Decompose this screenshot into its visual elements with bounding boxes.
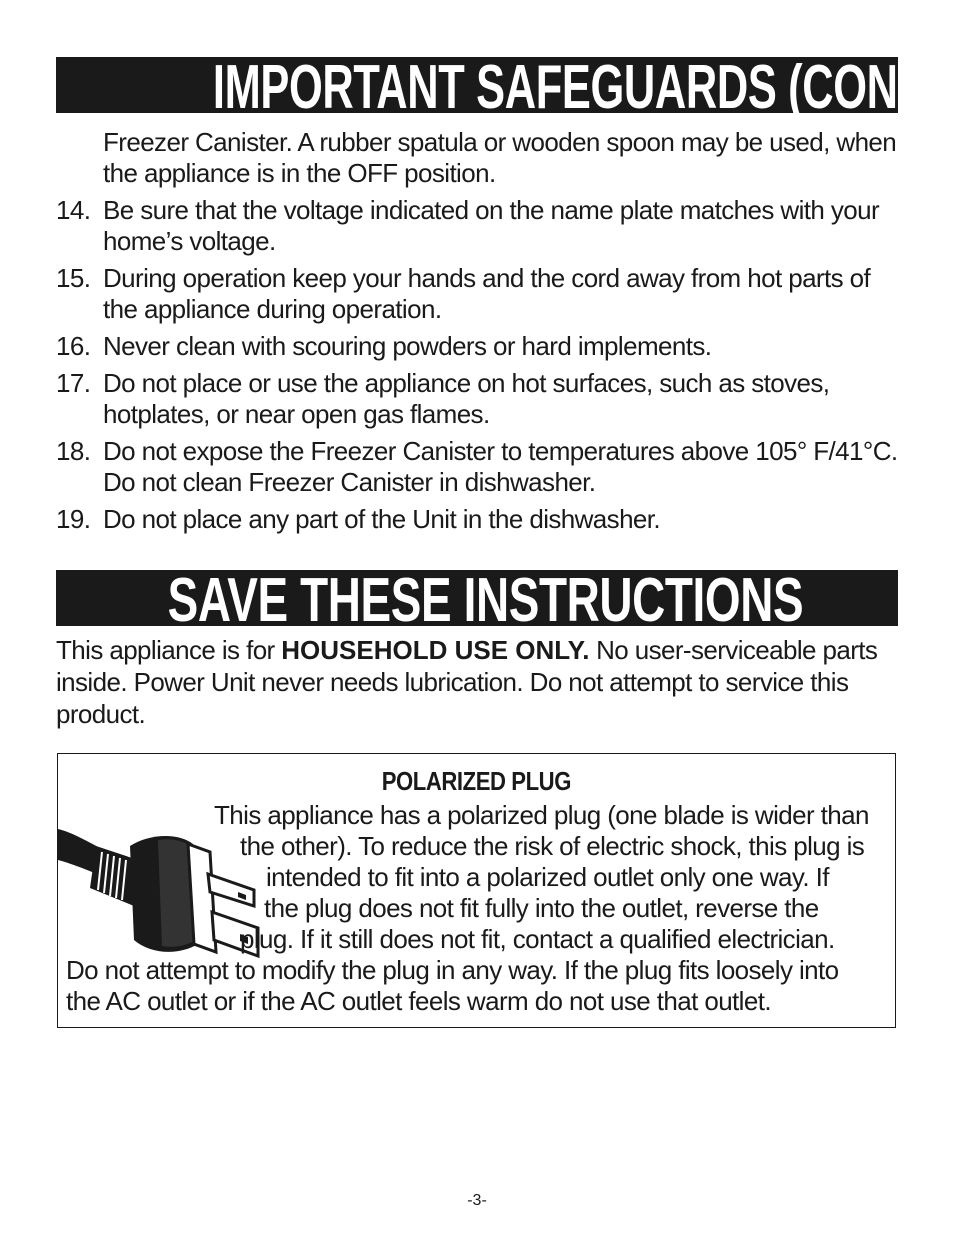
- polarized-line: intended to fit into a polarized outlet only one way. If: [266, 862, 829, 892]
- polarized-line: plug. If it still does not fit, contact a qualified electrician.: [240, 924, 835, 954]
- safeguards-heading-text: IMPORTANT SAFEGUARDS (CONT.): [212, 53, 945, 122]
- list-item: [56, 368, 906, 430]
- intro-text-post: No user-serviceable parts inside. Power Unit never needs lubrication. Do not attempt to service this product.: [56, 635, 878, 729]
- list-item: [56, 436, 906, 498]
- item-number: 19.: [56, 504, 91, 534]
- intro-text-bold: HOUSEHOLD USE ONLY.: [281, 635, 590, 665]
- polarized-plug-title-text: POLARIZED PLUG: [381, 766, 572, 796]
- safeguards-list: [56, 127, 906, 541]
- safeguards-heading: [56, 53, 945, 122]
- household-use-paragraph: [56, 634, 906, 730]
- polarized-plug-box: [57, 753, 896, 1028]
- item-text: Be sure that the voltage indicated on the name plate matches with your home’s voltage.: [103, 195, 880, 256]
- list-item: [56, 504, 906, 535]
- polarized-plug-text: [58, 800, 895, 1017]
- page-number: -3-: [467, 1192, 487, 1209]
- list-item: [56, 195, 906, 257]
- item-text: Do not expose the Freezer Canister to temperatures above 105° F/41°C. Do not clean Freezer Canister in dishwasher.: [103, 436, 898, 497]
- save-instructions-heading-text: SAVE THESE INSTRUCTIONS: [167, 566, 804, 635]
- intro-text-pre: This appliance is for: [56, 635, 282, 665]
- continuation-text: Freezer Canister. A rubber spatula or wooden spoon may be used, when the appliance is in the OFF position.: [103, 127, 897, 188]
- item-text: Never clean with scouring powders or hard implements.: [103, 331, 712, 361]
- item-text: During operation keep your hands and the cord away from hot parts of the appliance during operation.: [103, 263, 871, 324]
- polarized-line: the AC outlet or if the AC outlet feels warm do not use that outlet.: [66, 986, 771, 1016]
- save-instructions-heading: [56, 566, 898, 635]
- polarized-line: the other). To reduce the risk of electric shock, this plug is: [240, 831, 865, 861]
- polarized-line: This appliance has a polarized plug (one blade is wider than: [214, 800, 869, 830]
- polarized-line: the plug does not fit fully into the outlet, reverse the: [264, 893, 819, 923]
- list-item: [56, 263, 906, 325]
- item-number: 15.: [56, 263, 91, 293]
- item-number: 18.: [56, 436, 91, 466]
- item-text: Do not place or use the appliance on hot surfaces, such as stoves, hotplates, or near open gas flames.: [103, 368, 830, 429]
- polarized-line: Do not attempt to modify the plug in any way. If the plug fits loosely into: [66, 955, 839, 985]
- item-text: Do not place any part of the Unit in the dishwasher.: [103, 504, 661, 534]
- list-item: [56, 331, 906, 362]
- polarized-plug-title: [58, 766, 895, 797]
- item-number: 16.: [56, 331, 91, 361]
- item-number: 17.: [56, 368, 91, 398]
- item-number: 14.: [56, 195, 91, 225]
